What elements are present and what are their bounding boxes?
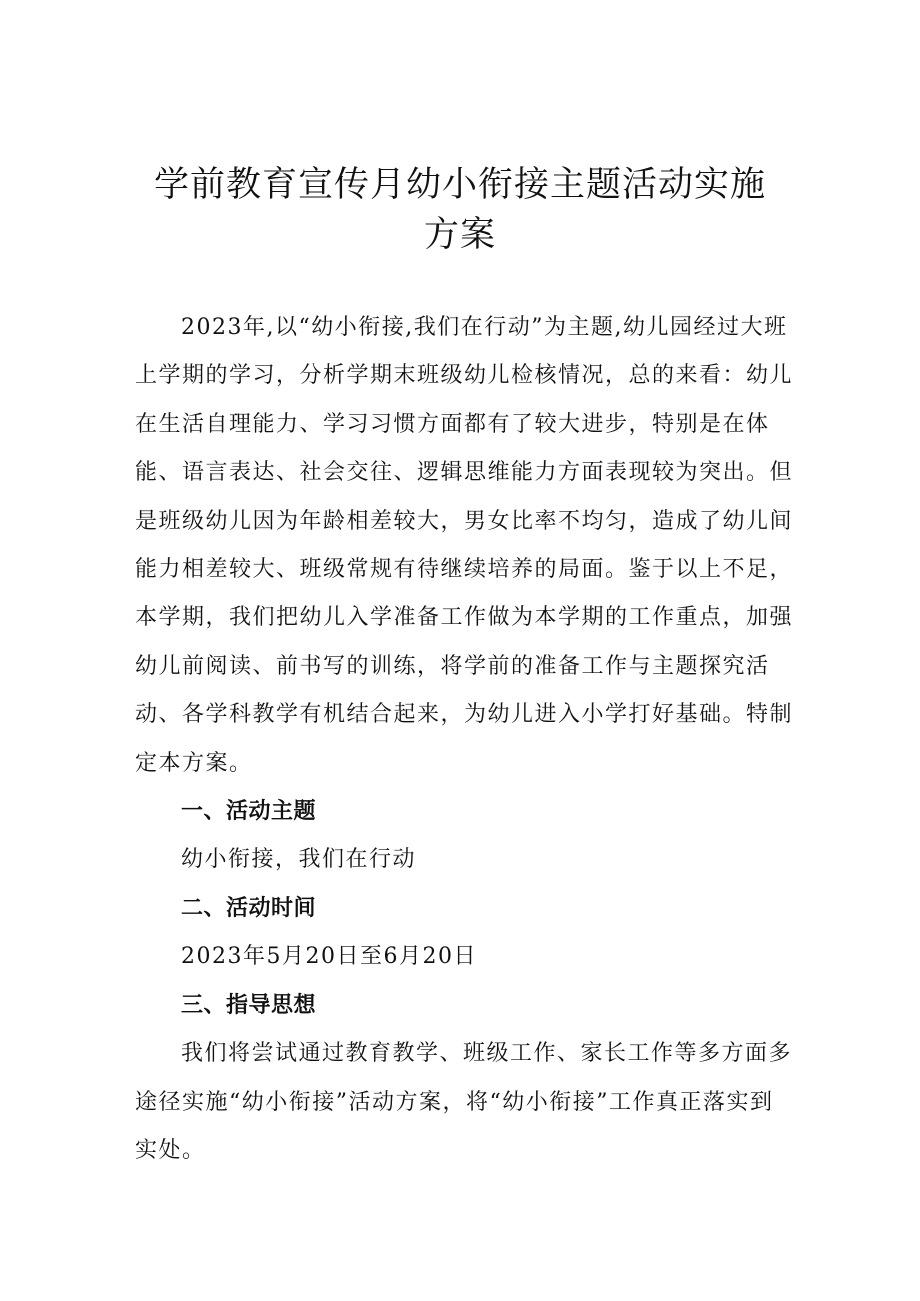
section-body-guiding-idea: 我们将尝试通过教育教学、班级工作、家长工作等多方面多途径实施“幼小衔接”活动方案，将“幼小衔接”工作真正落实到实处。 [135, 1041, 793, 1163]
section-heading-guiding-idea: 三、指导思想 [181, 992, 317, 1018]
section-body-theme: 幼小衔接，我们在行动 [181, 847, 417, 873]
document-title: 学前教育宣传月幼小衔接主题活动实施方案 [153, 165, 766, 255]
intro-paragraph: 2023年,以“幼小衔接,我们在行动”为主题,幼儿园经过大班上学期的学习，分析学期末班级幼儿检核情况，总的来看：幼儿在生活自理能力、学习习惯方面都有了较大进步，特别是在体能、语言表达、社会交往、逻辑思维能力方面表现较为突出。但是班级幼儿因为年龄相差较大，男女比率不均匀，造成了幼儿间能力相差较大、班级常规有待继续培养的局面。鉴于以上不足，本学期，我们把幼儿入学准备工作做为本学期的工作重点，加强幼儿前阅读、前书写的训练，将学前的准备工作与主题探究活动、各学科教学有机结合起来，为幼儿进入小学打好基础。特制定本方案。 [135, 315, 794, 776]
section-heading-time: 二、活动时间 [181, 895, 317, 921]
section-body-time: 2023年5月20日至6月20日 [181, 944, 477, 970]
document-body [135, 304, 795, 1175]
section-heading-theme: 一、活动主题 [181, 799, 317, 825]
